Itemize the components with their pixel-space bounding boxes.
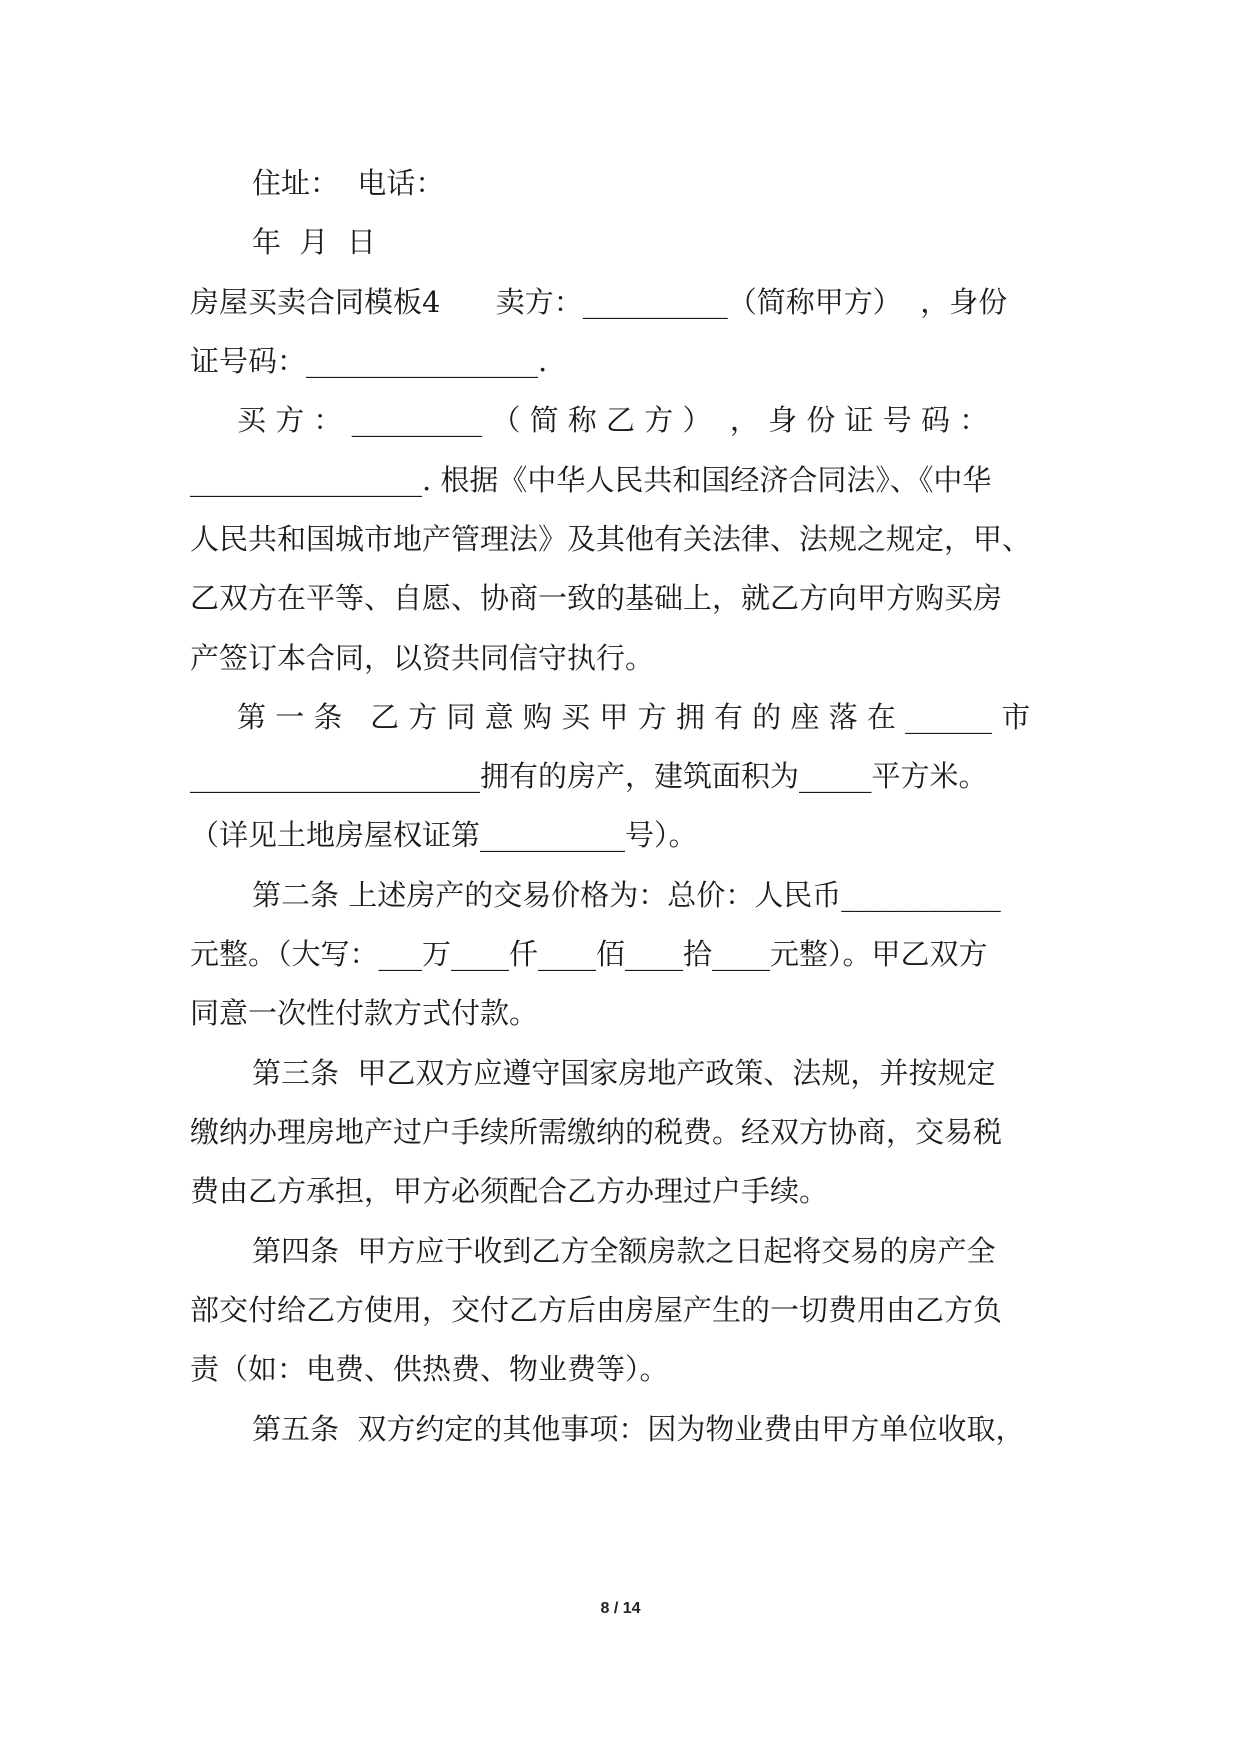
article-4-line-2: 部交付给乙方使用，交付乙方后由房屋产生的一切费用由乙方负 <box>190 1293 1003 1327</box>
article-3-line-2: 缴纳办理房地产过户手续所需缴纳的税费。经双方协商，交易税 <box>190 1115 1003 1149</box>
text-line-law-reference: ________________. 根据《中华人民共和国经济合同法》、《中华 <box>190 463 992 497</box>
article-4-line-1: 第四条 甲方应于收到乙方全额房款之日起将交易的房产全 <box>252 1234 996 1268</box>
article-1-line-1: 第 一 条 乙 方 同 意 购 买 甲 方 拥 有 的 座 落 在 ______ 市 <box>237 700 1031 734</box>
text-line-agreement: 乙双方在平等、自愿、协商一致的基础上，就乙方向甲方购买房 <box>190 581 1003 615</box>
page-number: 8 / 14 <box>600 1600 641 1617</box>
article-3-line-1: 第三条 甲乙双方应遵守国家房地产政策、法规，并按规定 <box>252 1056 996 1090</box>
article-1-line-2: ____________________拥有的房产，建筑面积为_____平方米。 <box>190 759 988 793</box>
article-2-line-3: 同意一次性付款方式付款。 <box>190 996 539 1030</box>
text-line-date: 年 月 日 <box>252 225 376 259</box>
article-2-line-1: 第二条 上述房产的交易价格为：总价：人民币___________ <box>252 878 1001 912</box>
article-2-line-2: 元整。（大写：___万____仟____佰____拾____元整）。甲乙双方 <box>190 937 988 971</box>
text-line-buyer: 买 方 ： _________ （ 简 称 乙 方 ） ， 身 份 证 号 码 ： <box>237 403 989 437</box>
text-line-address: 住址： 电话： <box>252 166 445 200</box>
article-4-line-3: 责（如：电费、供热费、物业费等）。 <box>190 1352 669 1386</box>
text-line-title-seller: 房屋买卖合同模板4 卖方：__________（简称甲方） ，身份 <box>190 285 1008 319</box>
text-line-id-number: 证号码：________________. <box>190 344 548 378</box>
text-line-agreement-2: 产签订本合同，以资共同信守执行。 <box>190 641 655 675</box>
text-line-law-reference-2: 人民共和国城市地产管理法》及其他有关法律、法规之规定，甲、 <box>190 522 1032 556</box>
article-3-line-3: 费由乙方承担，甲方必须配合乙方办理过户手续。 <box>190 1174 829 1208</box>
article-1-line-3: （详见土地房屋权证第__________号）。 <box>190 818 698 852</box>
article-5-line-1: 第五条 双方约定的其他事项：因为物业费由甲方单位收取， <box>252 1412 1025 1446</box>
